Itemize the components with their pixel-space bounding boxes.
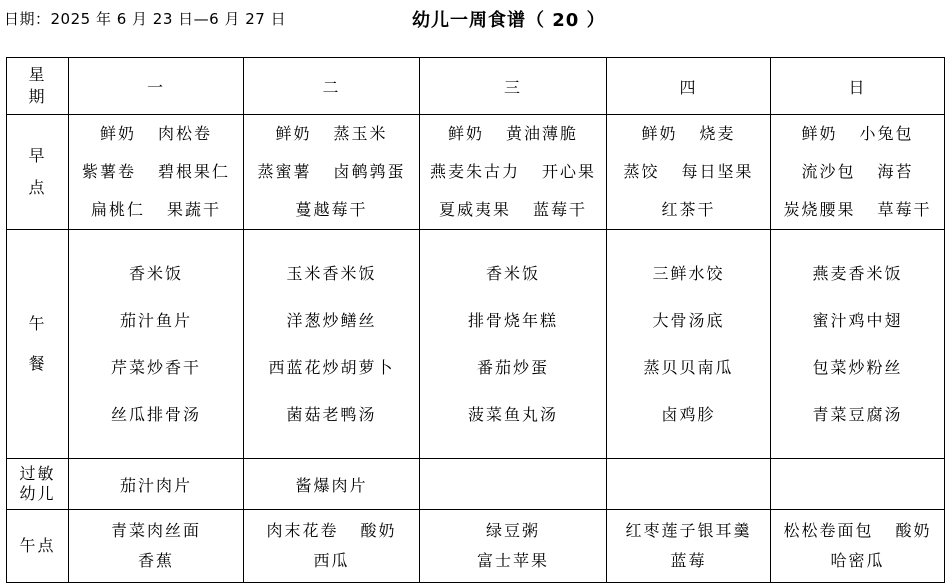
afternoon-item: 香蕉 bbox=[137, 551, 174, 570]
lunch-dish: 茄汁鱼片 bbox=[119, 311, 192, 330]
allergy-cell-2: 酱爆肉片 bbox=[244, 459, 420, 510]
lunch-label-line-1: 午 bbox=[28, 314, 47, 333]
breakfast-item: 黄油薄脆 bbox=[506, 124, 579, 143]
afternoon-item: 酸奶 bbox=[895, 521, 932, 540]
afternoon-label-line-1: 午点 bbox=[19, 536, 56, 555]
lunch-row bbox=[7, 230, 945, 459]
breakfast-item: 红茶干 bbox=[661, 200, 716, 219]
breakfast-item: 卤鹌鹑蛋 bbox=[333, 162, 406, 181]
breakfast-item: 开心果 bbox=[542, 162, 597, 181]
day-header-5: 日 bbox=[771, 58, 945, 115]
breakfast-cell-3 bbox=[420, 115, 607, 230]
breakfast-label bbox=[7, 115, 69, 230]
breakfast-item: 每日坚果 bbox=[681, 162, 754, 181]
breakfast-line bbox=[69, 191, 243, 229]
afternoon-line bbox=[244, 516, 419, 546]
breakfast-item: 蓝莓干 bbox=[533, 200, 588, 219]
afternoon-item: 红枣莲子银耳羹 bbox=[625, 521, 752, 540]
breakfast-line bbox=[607, 191, 770, 229]
lunch-dish: 卤鸡胗 bbox=[661, 405, 716, 424]
afternoon-item: 蓝莓 bbox=[670, 551, 707, 570]
lunch-label bbox=[7, 230, 69, 459]
breakfast-line bbox=[771, 115, 944, 153]
lunch-dish: 西蓝花炒胡萝卜 bbox=[268, 358, 395, 377]
lunch-dish: 丝瓜排骨汤 bbox=[110, 405, 201, 424]
afternoon-cell-3 bbox=[420, 510, 607, 583]
afternoon-label bbox=[7, 510, 69, 583]
lunch-dish: 菠菜鱼丸汤 bbox=[467, 405, 558, 424]
breakfast-line bbox=[420, 191, 606, 229]
breakfast-line bbox=[607, 115, 770, 153]
lunch-dish: 香米饭 bbox=[128, 264, 183, 283]
breakfast-item: 烧麦 bbox=[699, 124, 736, 143]
afternoon-snack-row bbox=[7, 510, 945, 583]
lunch-dish: 青菜豆腐汤 bbox=[812, 405, 903, 424]
allergy-label-line-1: 过敏 bbox=[19, 464, 56, 483]
afternoon-item: 松松卷面包 bbox=[783, 521, 874, 540]
breakfast-item: 扁桃仁 bbox=[90, 200, 145, 219]
weekday-label-line-2: 期 bbox=[28, 87, 47, 106]
breakfast-line bbox=[69, 153, 243, 191]
allergy-cell-4 bbox=[607, 459, 771, 510]
weekday-label-line-1: 星 bbox=[28, 65, 47, 84]
breakfast-cell-2 bbox=[244, 115, 420, 230]
afternoon-item: 绿豆粥 bbox=[485, 521, 540, 540]
lunch-dish: 菌菇老鸭汤 bbox=[286, 405, 377, 424]
breakfast-item: 蔓越莓干 bbox=[295, 200, 368, 219]
afternoon-line bbox=[420, 546, 606, 576]
allergy-label-line-2: 幼儿 bbox=[19, 484, 56, 503]
lunch-dish: 番茄炒蛋 bbox=[476, 358, 549, 377]
afternoon-line bbox=[420, 516, 606, 546]
lunch-dish: 排骨烧年糕 bbox=[467, 311, 558, 330]
breakfast-item: 鲜奶 bbox=[641, 124, 678, 143]
lunch-dish: 包菜炒粉丝 bbox=[812, 358, 903, 377]
breakfast-item: 燕麦朱古力 bbox=[429, 162, 520, 181]
lunch-cell-1 bbox=[69, 230, 244, 459]
afternoon-line bbox=[69, 516, 243, 546]
lunch-cell-2 bbox=[244, 230, 420, 459]
breakfast-item: 蒸玉米 bbox=[333, 124, 388, 143]
breakfast-item: 鲜奶 bbox=[275, 124, 312, 143]
breakfast-cell-5 bbox=[771, 115, 945, 230]
lunch-dish: 玉米香米饭 bbox=[286, 264, 377, 283]
breakfast-label-line-2: 点 bbox=[28, 178, 47, 197]
breakfast-item: 鲜奶 bbox=[447, 124, 484, 143]
lunch-dish: 芹菜炒香干 bbox=[110, 358, 201, 377]
day-header-1: 一 bbox=[69, 58, 244, 115]
weekday-label bbox=[7, 58, 69, 115]
afternoon-cell-4 bbox=[607, 510, 771, 583]
breakfast-line bbox=[420, 153, 606, 191]
breakfast-item: 果蔬干 bbox=[167, 200, 222, 219]
allergy-row bbox=[7, 459, 945, 510]
lunch-dish: 蒸贝贝南瓜 bbox=[643, 358, 734, 377]
day-header-3: 三 bbox=[420, 58, 607, 115]
lunch-dish: 三鲜水饺 bbox=[652, 264, 725, 283]
breakfast-item: 蒸饺 bbox=[623, 162, 660, 181]
page-title: 幼儿一周食谱（ 20 ） bbox=[412, 10, 606, 31]
breakfast-label-line-1: 早 bbox=[28, 146, 47, 165]
afternoon-line bbox=[69, 546, 243, 576]
breakfast-item: 肉松卷 bbox=[158, 124, 213, 143]
afternoon-cell-5 bbox=[771, 510, 945, 583]
breakfast-item: 鲜奶 bbox=[801, 124, 838, 143]
afternoon-line bbox=[771, 546, 944, 576]
breakfast-cell-1 bbox=[69, 115, 244, 230]
afternoon-line bbox=[771, 516, 944, 546]
lunch-cell-5 bbox=[771, 230, 945, 459]
allergy-label bbox=[7, 459, 69, 510]
afternoon-item: 西瓜 bbox=[313, 551, 350, 570]
breakfast-line bbox=[420, 115, 606, 153]
lunch-dish: 洋葱炒鳝丝 bbox=[286, 311, 377, 330]
breakfast-item: 海苔 bbox=[877, 162, 914, 181]
date-range: 日期：2025 年 6 月 23 日—6 月 27 日 bbox=[4, 10, 287, 28]
lunch-cell-3 bbox=[420, 230, 607, 459]
breakfast-line bbox=[69, 115, 243, 153]
lunch-dish: 燕麦香米饭 bbox=[812, 264, 903, 283]
breakfast-line bbox=[244, 191, 419, 229]
breakfast-item: 小兔包 bbox=[859, 124, 914, 143]
afternoon-cell-2 bbox=[244, 510, 420, 583]
afternoon-item: 青菜肉丝面 bbox=[110, 521, 201, 540]
breakfast-line bbox=[771, 153, 944, 191]
afternoon-line bbox=[607, 516, 770, 546]
breakfast-item: 紫薯卷 bbox=[81, 162, 136, 181]
afternoon-item: 酸奶 bbox=[360, 521, 397, 540]
day-header-2: 二 bbox=[244, 58, 420, 115]
breakfast-line bbox=[607, 153, 770, 191]
afternoon-item: 哈密瓜 bbox=[830, 551, 885, 570]
breakfast-cell-4 bbox=[607, 115, 771, 230]
afternoon-cell-1 bbox=[69, 510, 244, 583]
lunch-dish: 大骨汤底 bbox=[652, 311, 725, 330]
allergy-cell-3 bbox=[420, 459, 607, 510]
day-header-4: 四 bbox=[607, 58, 771, 115]
afternoon-item: 肉末花卷 bbox=[266, 521, 339, 540]
lunch-cell-4 bbox=[607, 230, 771, 459]
breakfast-line bbox=[771, 191, 944, 229]
breakfast-item: 蒸蜜薯 bbox=[257, 162, 312, 181]
breakfast-line bbox=[244, 115, 419, 153]
afternoon-line bbox=[244, 546, 419, 576]
allergy-cell-1: 茄汁肉片 bbox=[69, 459, 244, 510]
weekday-header-row bbox=[7, 58, 945, 115]
allergy-cell-5 bbox=[771, 459, 945, 510]
breakfast-item: 鲜奶 bbox=[99, 124, 136, 143]
breakfast-item: 草莓干 bbox=[877, 200, 932, 219]
breakfast-item: 炭烧腰果 bbox=[783, 200, 856, 219]
breakfast-item: 流沙包 bbox=[801, 162, 856, 181]
lunch-label-line-2: 餐 bbox=[28, 354, 47, 373]
breakfast-line bbox=[244, 153, 419, 191]
breakfast-row bbox=[7, 115, 945, 230]
breakfast-item: 碧根果仁 bbox=[158, 162, 231, 181]
afternoon-item: 富士苹果 bbox=[476, 551, 549, 570]
afternoon-line bbox=[607, 546, 770, 576]
weekly-menu-table bbox=[6, 57, 945, 583]
lunch-dish: 香米饭 bbox=[485, 264, 540, 283]
breakfast-item: 夏威夷果 bbox=[438, 200, 511, 219]
lunch-dish: 蜜汁鸡中翅 bbox=[812, 311, 903, 330]
